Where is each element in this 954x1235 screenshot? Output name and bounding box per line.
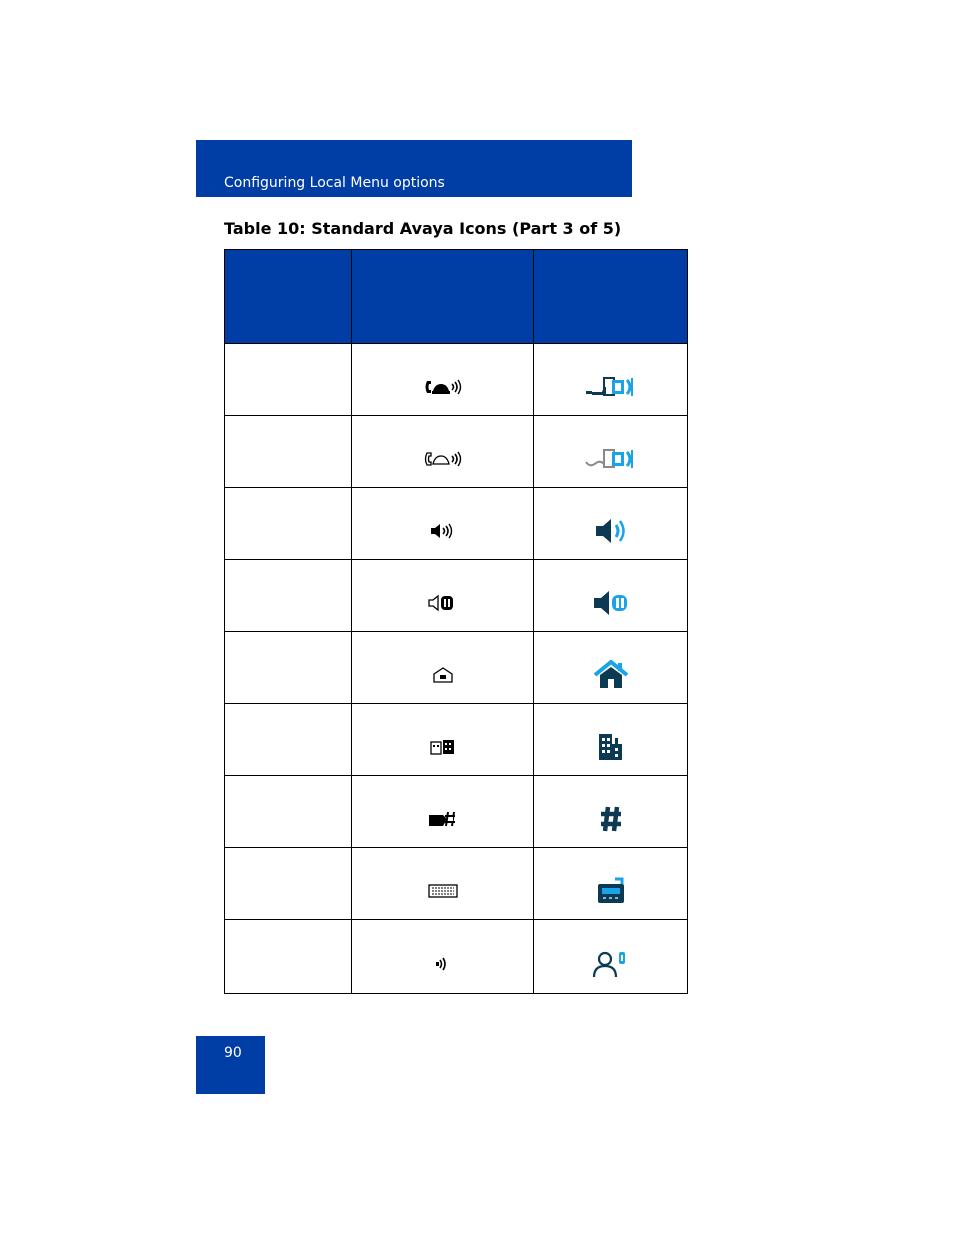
color-icon-cell xyxy=(534,776,688,848)
table-row xyxy=(225,848,688,920)
mono-icon-cell xyxy=(352,416,534,488)
table-row xyxy=(225,416,688,488)
speaker-mute-color-icon xyxy=(591,589,631,617)
call-waves-icon xyxy=(435,955,451,973)
home-icon xyxy=(431,666,455,684)
header-cell-3 xyxy=(534,250,688,344)
speaker-on-color-icon xyxy=(593,517,629,545)
description-cell xyxy=(225,776,352,848)
table-row xyxy=(225,632,688,704)
pager-color-icon xyxy=(595,877,627,905)
hash-color-icon xyxy=(598,805,624,833)
header-cell-2 xyxy=(352,250,534,344)
office-building-icon xyxy=(429,738,457,756)
description-cell xyxy=(225,632,352,704)
description-cell xyxy=(225,488,352,560)
handset-with-call-icon xyxy=(423,378,463,396)
color-icon-cell xyxy=(534,848,688,920)
mono-icon-cell xyxy=(352,560,534,632)
color-icon-cell xyxy=(534,344,688,416)
mono-icon-cell xyxy=(352,344,534,416)
offhook-handset-call-color-icon xyxy=(584,375,638,399)
office-building-color-icon xyxy=(596,732,626,762)
speaker-mute-icon xyxy=(427,594,459,612)
description-cell xyxy=(225,704,352,776)
table-title: Table 10: Standard Avaya Icons (Part 3 of 5) xyxy=(224,219,622,238)
section-title: Configuring Local Menu options xyxy=(224,175,445,191)
color-icon-cell xyxy=(534,704,688,776)
page-number: 90 xyxy=(224,1045,242,1061)
mono-icon-cell xyxy=(352,776,534,848)
table-row xyxy=(225,776,688,848)
table-row xyxy=(225,920,688,994)
speaker-on-icon xyxy=(429,522,457,540)
home-color-icon xyxy=(593,660,629,690)
onhook-handset-call-color-icon xyxy=(584,447,638,471)
description-cell xyxy=(225,848,352,920)
mono-icon-cell xyxy=(352,920,534,994)
table-row xyxy=(225,560,688,632)
description-cell xyxy=(225,560,352,632)
mono-icon-cell xyxy=(352,632,534,704)
description-cell xyxy=(225,416,352,488)
mono-icon-cell xyxy=(352,488,534,560)
color-icon-cell xyxy=(534,416,688,488)
page-number-box xyxy=(196,1036,265,1094)
header-cell-1 xyxy=(225,250,352,344)
table-row xyxy=(225,344,688,416)
header-bar xyxy=(196,140,632,197)
color-icon-cell xyxy=(534,560,688,632)
pager-icon xyxy=(427,883,459,899)
description-cell xyxy=(225,344,352,416)
icons-table xyxy=(224,249,688,994)
table-row xyxy=(225,488,688,560)
color-icon-cell xyxy=(534,488,688,560)
person-call-color-icon xyxy=(591,949,631,979)
description-cell xyxy=(225,920,352,994)
table-header-row xyxy=(225,250,688,344)
mono-icon-cell xyxy=(352,704,534,776)
handset-outline-call-icon xyxy=(423,450,463,468)
table-row xyxy=(225,704,688,776)
phone-hash-icon xyxy=(427,810,459,828)
mono-icon-cell xyxy=(352,848,534,920)
color-icon-cell xyxy=(534,920,688,994)
color-icon-cell xyxy=(534,632,688,704)
